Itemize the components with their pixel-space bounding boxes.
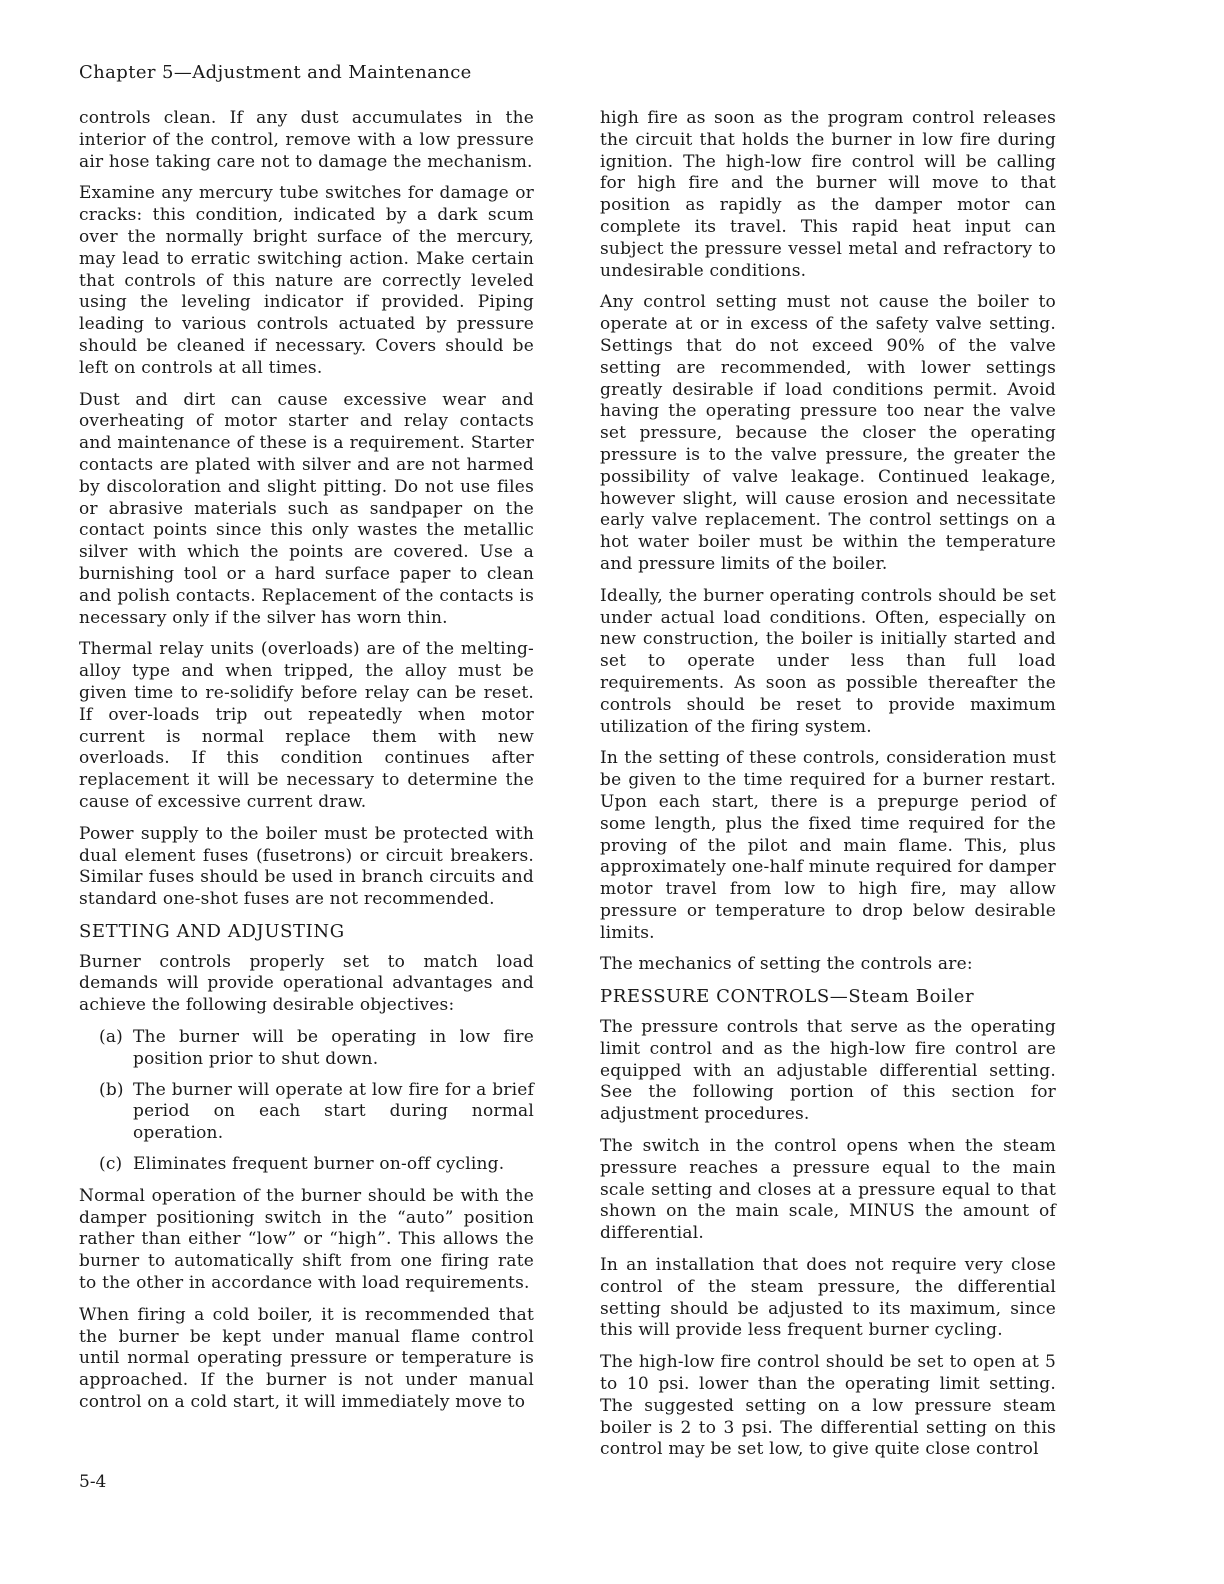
objectives-list bbox=[79, 1027, 534, 1176]
right-column bbox=[600, 108, 1056, 1471]
body-paragraph: When firing a cold boiler, it is recommended that the burner be kept under manual flame control until normal operating pressure or temperature is approached. If the burner is not under manual control on a cold start, it will immediately move to bbox=[79, 1304, 534, 1413]
body-paragraph: Power supply to the boiler must be protected with dual element fuses (fusetrons) or circuit breakers. Similar fuses should be used in branch circuits and standard one-shot fuses are not recommended. bbox=[79, 823, 534, 910]
body-paragraph: Ideally, the burner operating controls should be set under actual load conditions. Often, especially on new construction, the boiler is initially started and set to operate under less than full load requirements. As soon as possible thereafter the controls should be reset to provide maximum utilization of the firing system. bbox=[600, 585, 1056, 737]
list-item-text: The burner will operate at low fire for a brief period on each start during normal operation. bbox=[133, 1079, 534, 1144]
list-item bbox=[79, 1027, 534, 1071]
list-marker: (c) bbox=[99, 1154, 123, 1175]
list-item bbox=[79, 1080, 534, 1145]
list-marker: (b) bbox=[99, 1079, 124, 1100]
body-paragraph: The mechanics of setting the controls are: bbox=[600, 954, 973, 975]
body-paragraph: The pressure controls that serve as the operating limit control and as the high-low fire control are equipped with an adjustable differential setting. See the following portion of this section for adjustment procedures. bbox=[600, 1017, 1056, 1125]
page-number: 5-4 bbox=[79, 1472, 107, 1492]
body-paragraph: Thermal relay units (overloads) are of the melting-alloy type and when tripped, the alloy must be given time to re-solidify before relay can be reset. If over-loads trip out repeatedly when motor current is normal replace them with new overloads. If this condition continues after replacement it will be necessary to determine the cause of excessive current draw. bbox=[79, 639, 534, 812]
list-item-text: The burner will be operating in low fire position prior to shut down. bbox=[133, 1027, 534, 1069]
list-item-text: Eliminates frequent burner on-off cycling. bbox=[133, 1154, 505, 1175]
body-paragraph: In an installation that does not require very close control of the steam pressure, the differential setting should be adjusted to its maximum, since this will provide less frequent burner cycling. bbox=[600, 1255, 1056, 1341]
section-heading-setting-adjusting: SETTING AND ADJUSTING bbox=[79, 920, 345, 942]
body-paragraph: In the setting of these controls, consideration must be given to the time required for a burner restart. Upon each start, there is a prepurge period of some length, plus the fixed time required for the proving of the pilot and main flame. This, plus approximately one-half minute required for damper motor travel from low to high fire, may allow pressure or temperature to drop below desirable limits. bbox=[600, 748, 1056, 943]
body-paragraph: Any control setting must not cause the boiler to operate at or in excess of the safety valve setting. Settings that do not exceed 90% of the valve setting are recommended, with lower settings greatly desirable if load conditions permit. Avoid having the operating pressure too near the valve set pressure, because the closer the operating pressure is to the valve pressure, the greater the possibility of valve leakage. Continued leakage, however slight, will cause erosion and necessitate early valve replacement. The control settings on a hot water boiler must be within the temperature and pressure limits of the boiler. bbox=[600, 292, 1056, 574]
chapter-header: Chapter 5—Adjustment and Maintenance bbox=[79, 62, 472, 83]
left-column bbox=[79, 108, 534, 1424]
body-paragraph: The high-low fire control should be set to open at 5 to 10 psi. lower than the operating limit setting. The suggested setting on a low pressure steam boiler is 2 to 3 psi. The differential setting on this control may be set low, to give quite close control bbox=[600, 1352, 1056, 1460]
list-item bbox=[79, 1154, 534, 1176]
section-heading-pressure-controls: PRESSURE CONTROLS—Steam Boiler bbox=[600, 986, 975, 1008]
body-paragraph: Normal operation of the burner should be with the damper positioning switch in the “auto” position rather than either “low” or “high”. This allows the burner to automatically shift from one firing rate to the other in accordance with load requirements. bbox=[79, 1185, 534, 1294]
body-paragraph: Dust and dirt can cause excessive wear and overheating of motor starter and relay contacts and maintenance of these is a requirement. Starter contacts are plated with silver and are not harmed by discoloration and slight pitting. Do not use files or abrasive materials such as sandpaper on the contact points since this only wastes the metallic silver with which the points are covered. Use a burnishing tool or a hard surface paper to clean and polish contacts. Replacement of the contacts is necessary only if the silver has worn thin. bbox=[79, 389, 534, 628]
list-marker: (a) bbox=[99, 1027, 123, 1048]
body-paragraph: high fire as soon as the program control releases the circuit that holds the burner in low fire during ignition. The high-low fire control will be calling for high fire and the burner will move to that position as rapidly as the damper motor can complete its travel. This rapid heat input can subject the pressure vessel metal and refractory to undesirable conditions. bbox=[600, 108, 1056, 281]
body-paragraph: The switch in the control opens when the steam pressure reaches a pressure equal to the main scale setting and closes at a pressure equal to that shown on the main scale, MINUS the amount of differential. bbox=[600, 1136, 1056, 1244]
intro-paragraph: Burner controls properly set to match load demands will provide operational advantages and achieve the following desirable objectives: bbox=[79, 951, 534, 1016]
body-paragraph: controls clean. If any dust accumulates in the interior of the control, remove with a low pressure air hose taking care not to damage the mechanism. bbox=[79, 108, 534, 172]
body-paragraph: Examine any mercury tube switches for damage or cracks: this condition, indicated by a dark scum over the normally bright surface of the mercury, may lead to erratic switching action. Make certain that controls of this nature are correctly leveled using the leveling indicator if provided. Piping leading to various controls actuated by pressure should be cleaned if necessary. Covers should be left on controls at all times. bbox=[79, 183, 534, 378]
